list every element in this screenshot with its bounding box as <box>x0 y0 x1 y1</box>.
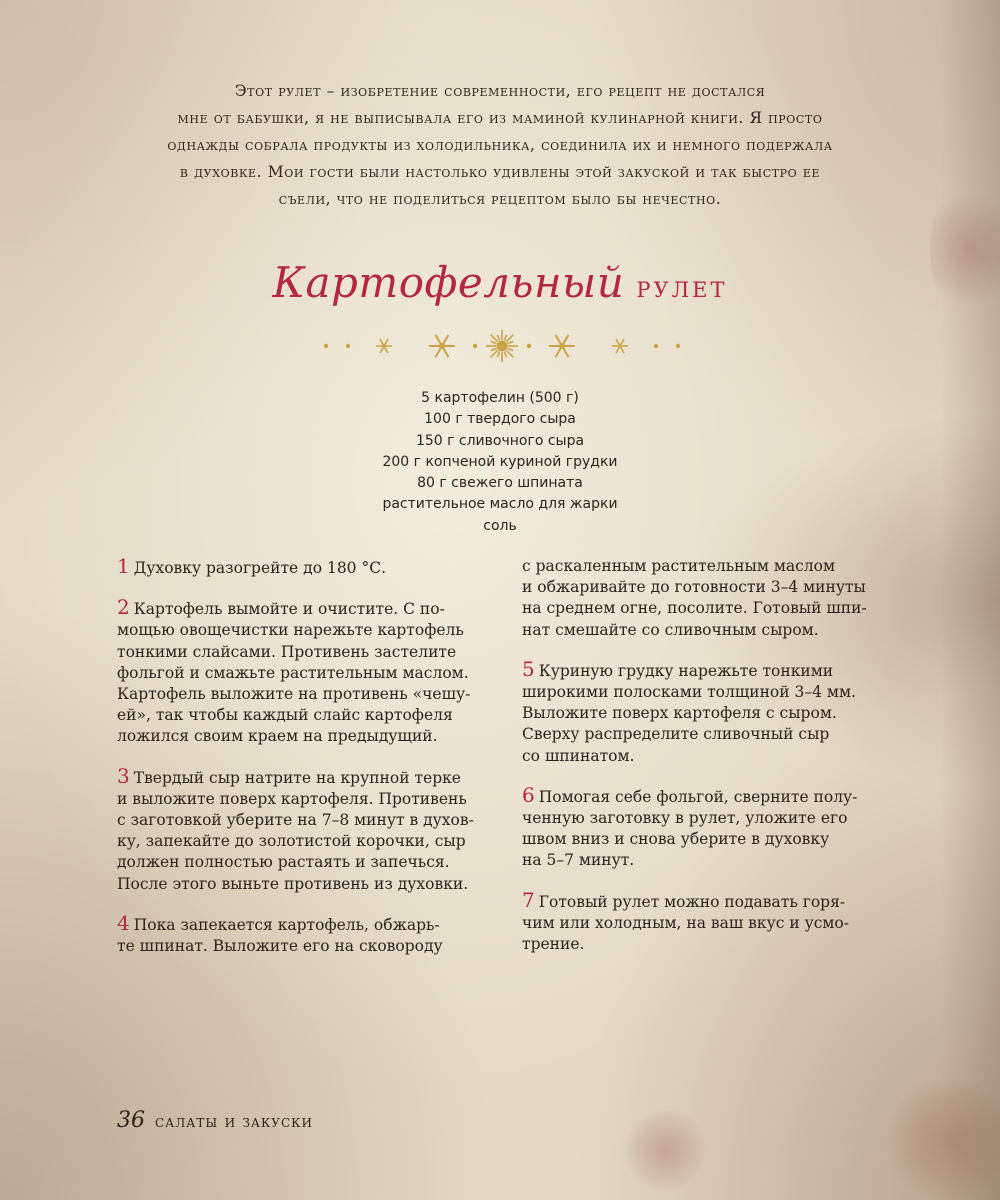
step-line: Сверху распределите сливочный сыр <box>522 725 830 744</box>
step-number: 4 <box>117 910 130 935</box>
step-line: Духовку разогрейте до 180 °С. <box>133 559 387 577</box>
step-line: Твердый сыр натрите на крупной терке <box>133 768 461 787</box>
ingredient-item: 200 г копченой куриной грудки <box>382 453 618 470</box>
step-line: ку, запекайте до золотистой корочки, сыр <box>117 832 466 851</box>
ingredient-item: соль <box>483 517 517 534</box>
intro-line: в духовке. Мои гости были настолько удивлены этой закуской и так быстро ее <box>179 163 821 181</box>
ingredient-item: 100 г твердого сыра <box>424 411 576 428</box>
dot-icon <box>473 344 477 348</box>
step-line: фольгой и смажьте растительным маслом. <box>117 663 469 682</box>
snowflake-icon <box>429 335 455 357</box>
dot-icon <box>654 344 658 348</box>
intro-line: Этот рулет – изобретение современности, его рецепт не достался <box>234 82 766 100</box>
step-line: Пока запекается картофель, обжарь- <box>133 915 440 934</box>
step-line: те шпинат. Выложите его на сковороду <box>117 937 443 956</box>
recipe-step <box>522 887 902 956</box>
step-line: и выложите поверх картофеля. Противень <box>117 789 467 808</box>
step-line: мощью овощечистки нарежьте картофель <box>117 621 464 640</box>
dot-icon <box>346 344 350 348</box>
page-edge-shade <box>940 0 1000 1200</box>
ingredient-item: 5 картофелин (500 г) <box>421 390 579 406</box>
recipe-step <box>117 556 497 579</box>
dot-icon <box>676 344 680 348</box>
recipe-title-sub: рулет <box>636 270 728 305</box>
step-line: трение. <box>522 935 585 954</box>
page-footer <box>117 1108 313 1133</box>
step-line: должен полностью растаять и запечься. <box>117 853 450 872</box>
step-number: 3 <box>117 763 130 788</box>
step-line: Куриную грудку нарежьте тонкими <box>538 661 834 680</box>
paper-stain <box>620 1110 710 1190</box>
step-line: После этого выньте противень из духовки. <box>117 874 469 893</box>
recipe-step <box>117 910 497 957</box>
dot-icon <box>527 344 531 348</box>
recipe-step <box>117 763 497 895</box>
step-line: ложился своим краем на предыдущий. <box>117 727 438 746</box>
step-line: с заготовкой уберите на 7–8 минут в духов- <box>117 811 474 830</box>
step-number: 6 <box>522 782 535 807</box>
steps-column-left <box>117 556 497 975</box>
step-line: ченную заготовку в рулет, уложите его <box>522 809 848 828</box>
recipe-step <box>117 597 497 747</box>
decorative-ornament <box>318 326 686 366</box>
step-number: 5 <box>522 656 535 681</box>
ingredient-item: 80 г свежего шпината <box>417 475 583 492</box>
recipe-step <box>522 782 902 872</box>
step-line: на 5–7 минут. <box>522 851 635 870</box>
step-line: Выложите поверх картофеля с сыром. <box>522 704 837 723</box>
recipe-step-continued <box>522 556 902 641</box>
step-line: на среднем огне, посолите. Готовый шпи- <box>522 599 867 618</box>
page-number: 36 <box>117 1108 145 1133</box>
intro-line: съели, что не поделиться рецептом было бы нечестно. <box>278 190 722 208</box>
recipe-title <box>0 258 1000 307</box>
step-line: чим или холодным, на ваш вкус и усмо- <box>522 913 849 932</box>
step-line: с раскаленным растительным маслом <box>522 557 836 575</box>
snowflake-icon <box>376 339 392 353</box>
recipe-title-main: Картофельный <box>272 258 625 307</box>
snowflake-icon <box>549 335 575 357</box>
intro-line: мне от бабушки, я не выписывала его из маминой кулинарной книги. Я просто <box>177 109 823 127</box>
intro-line: однажды собрала продукты из холодильника, соединила их и немного подержала <box>167 136 833 154</box>
ingredients-list <box>300 388 700 537</box>
step-line: тонкими слайсами. Противень застелите <box>117 642 457 661</box>
section-title: салаты и закуски <box>155 1112 313 1132</box>
step-line: Готовый рулет можно подавать горя- <box>538 892 846 911</box>
step-line: Картофель вымойте и очистите. С по- <box>133 600 445 619</box>
step-number: 2 <box>117 595 130 620</box>
step-number: 7 <box>522 887 535 912</box>
ingredient-item: растительное масло для жарки <box>382 496 618 513</box>
step-line: Картофель выложите на противень «чешу- <box>117 685 471 704</box>
intro-paragraph <box>120 78 880 213</box>
dot-icon <box>324 344 328 348</box>
step-line: нат смешайте со сливочным сыром. <box>522 620 819 639</box>
step-line: Помогая себе фольгой, сверните полу- <box>538 787 858 806</box>
step-number: 1 <box>117 554 130 578</box>
step-line: и обжаривайте до готовности 3–4 минуты <box>522 578 866 597</box>
sun-icon <box>486 330 518 362</box>
step-line: широкими полосками толщиной 3–4 мм. <box>522 683 856 702</box>
recipe-step <box>522 656 902 767</box>
snowflake-icon <box>612 339 628 353</box>
steps-column-right <box>522 556 902 973</box>
step-line: швом вниз и снова уберите в духовку <box>522 830 830 849</box>
step-line: со шпинатом. <box>522 746 635 765</box>
step-line: ей», так чтобы каждый слайс картофеля <box>117 706 453 725</box>
ingredient-item: 150 г сливочного сыра <box>415 432 585 449</box>
